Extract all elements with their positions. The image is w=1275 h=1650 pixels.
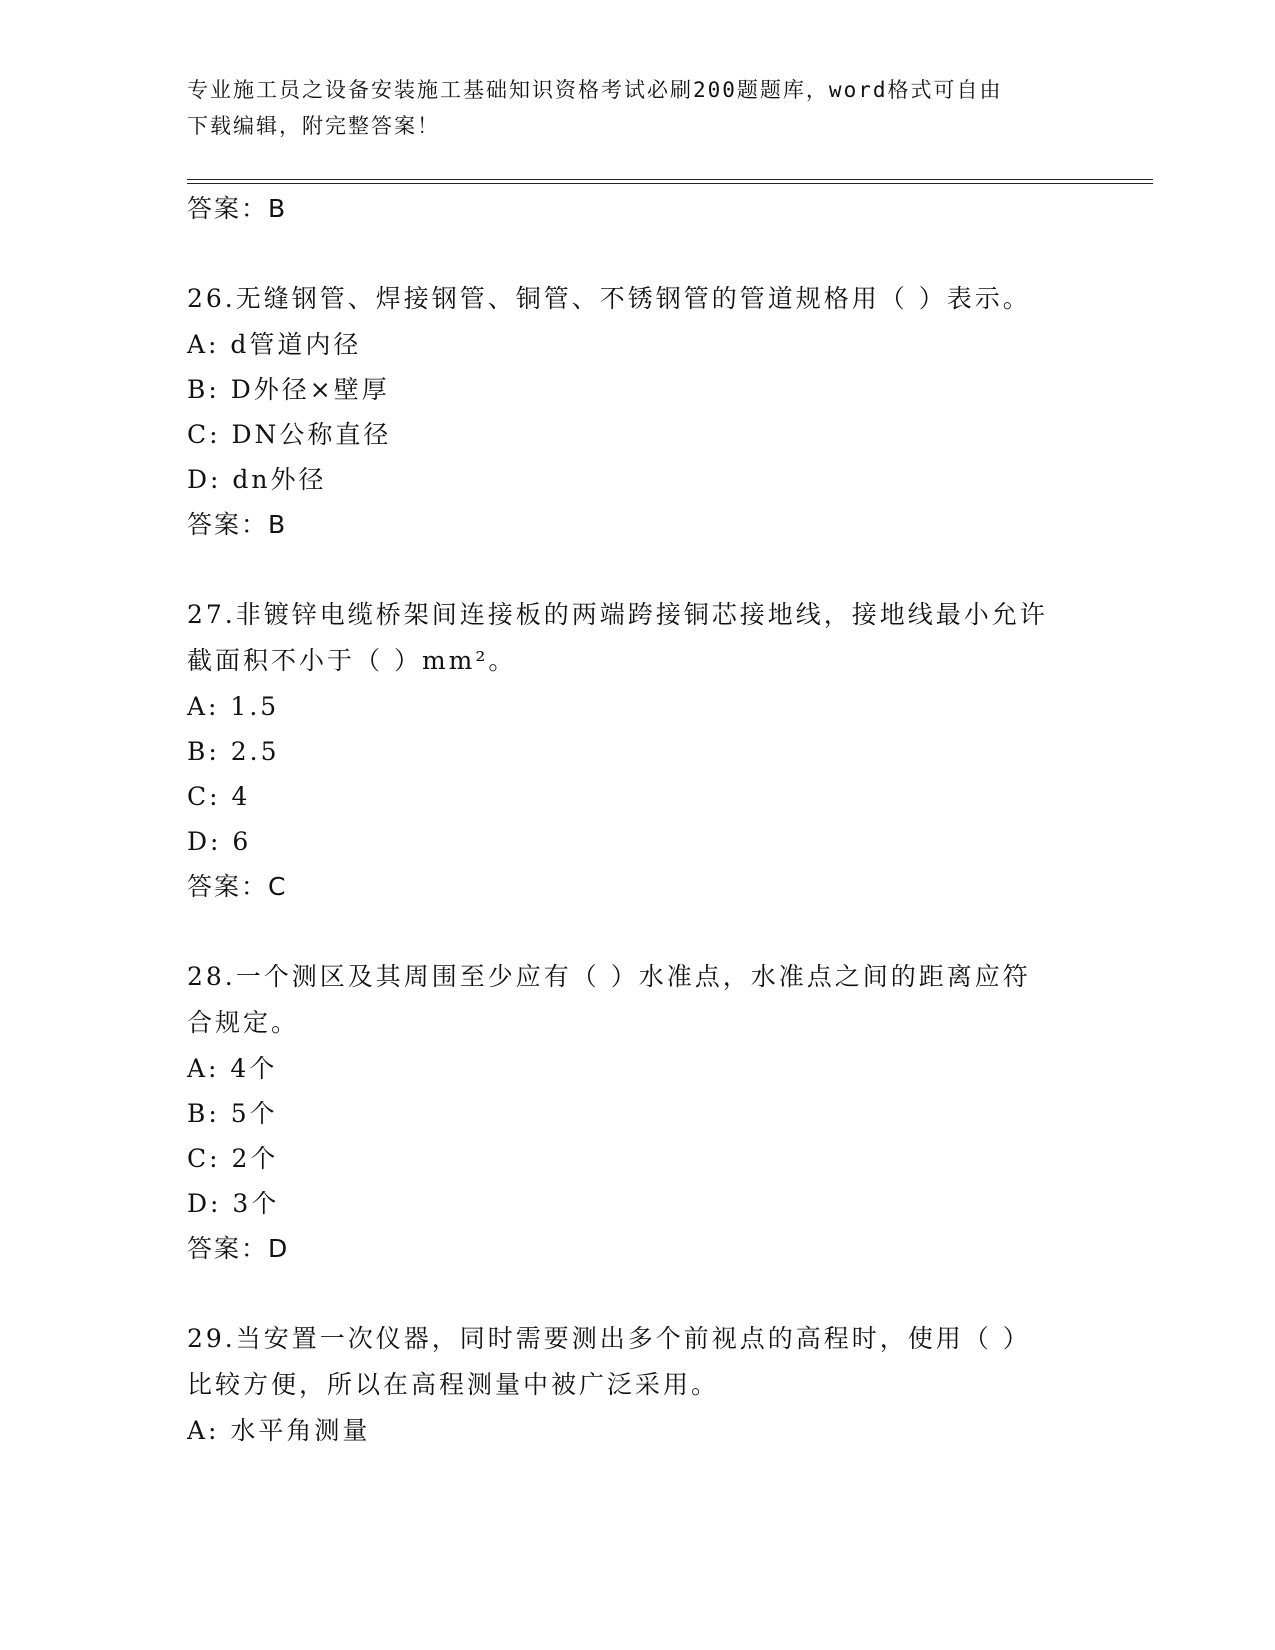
question-text: 28.一个测区及其周围至少应有（ ）水准点，水准点之间的距离应符 [187, 962, 1031, 991]
header-divider [187, 179, 1153, 184]
question-item [187, 592, 1087, 909]
option-a: A: 4个 [187, 1054, 278, 1083]
answer-line: 答案：D [187, 1234, 290, 1263]
option-b: B: 5个 [187, 1099, 278, 1128]
document-header [187, 72, 1067, 144]
option-b: B: D外径×壁厚 [187, 375, 390, 404]
option-a: A: d管道内径 [187, 330, 362, 359]
answer-line: 答案：B [187, 194, 288, 223]
option-d: D: dn外径 [187, 465, 327, 494]
question-item [187, 276, 1087, 547]
option-c: C: 4 [187, 782, 251, 811]
question-list [187, 186, 1087, 1453]
option-a: A: 水平角测量 [187, 1416, 371, 1445]
question-item [187, 954, 1087, 1271]
question-item [187, 1316, 1087, 1453]
question-text-continued: 比较方便，所以在高程测量中被广泛采用。 [187, 1370, 720, 1399]
question-text: 26.无缝钢管、焊接钢管、铜管、不锈钢管的管道规格用（ ）表示。 [187, 284, 1031, 313]
option-d: D: 3个 [187, 1189, 280, 1218]
header-line-2: 下载编辑，附完整答案！ [187, 114, 440, 138]
question-text: 27.非镀锌电缆桥架间连接板的两端跨接铜芯接地线，接地线最小允许 [187, 600, 1048, 629]
answer-line: 答案：B [187, 510, 288, 539]
option-a: A: 1.5 [187, 692, 280, 721]
option-c: C: 2个 [187, 1144, 279, 1173]
option-d: D: 6 [187, 827, 252, 856]
option-b: B: 2.5 [187, 737, 280, 766]
header-line-1: 专业施工员之设备安装施工基础知识资格考试必刷200题题库，word格式可自由 [187, 78, 1003, 102]
question-text-continued: 截面积不小于（ ）mm²。 [187, 646, 517, 675]
question-text-continued: 合规定。 [187, 1008, 300, 1037]
answer-line: 答案：C [187, 872, 288, 901]
option-c: C: DN公称直径 [187, 420, 392, 449]
question-text: 29.当安置一次仪器，同时需要测出多个前视点的高程时，使用（ ） [187, 1324, 1031, 1353]
